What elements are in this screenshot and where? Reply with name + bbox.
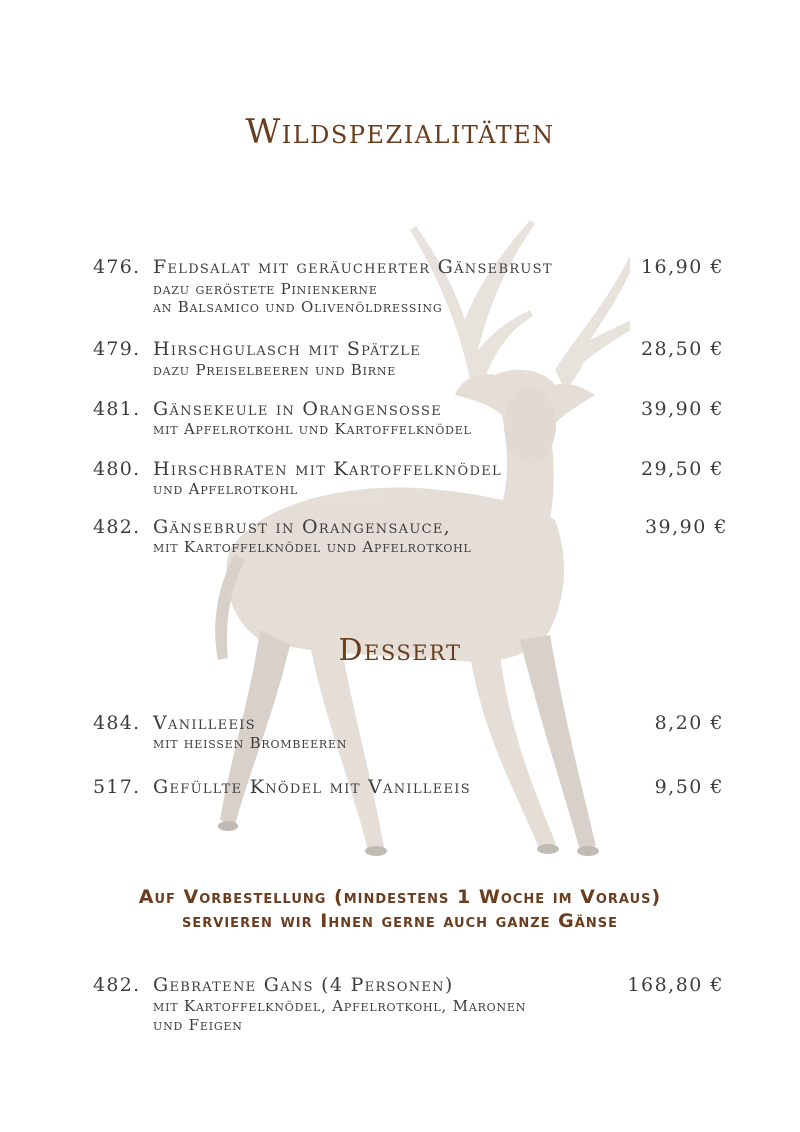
section-title-dessert: Dessert	[338, 633, 462, 668]
section-title-wildspezialitaeten: Wildspezialitäten	[245, 112, 555, 152]
item-number: 482.	[93, 974, 141, 996]
item-name: Hirschgulasch mit Spätzle	[153, 338, 422, 360]
item-name: Gefüllte Knödel mit Vanilleeis	[153, 776, 471, 798]
item-price: 16,90 €	[640, 256, 724, 278]
item-price: 8,20 €	[654, 712, 724, 734]
item-name: Gebratene Gans (4 Personen)	[153, 974, 454, 996]
item-detail: mit Kartoffelknödel und Apfelrotkohl	[153, 538, 472, 556]
item-detail: dazu Preiselbeeren und Birne	[153, 361, 397, 379]
item-price: 28,50 €	[640, 338, 724, 360]
item-name: Gänsekeule in Orangensosse	[153, 398, 443, 420]
preorder-notice-line-2: servieren wir Ihnen gerne auch ganze Gänse	[182, 910, 618, 932]
item-name: Gänsebrust in Orangensauce,	[153, 516, 452, 538]
item-detail: mit Kartoffelknödel, Apfelrotkohl, Maronen	[153, 997, 527, 1015]
item-price: 9,50 €	[654, 776, 724, 798]
item-number: 482.	[93, 516, 141, 538]
item-price: 29,50 €	[640, 458, 724, 480]
item-price: 168,80 €	[627, 974, 724, 996]
item-number: 480.	[93, 458, 141, 480]
item-name: Feldsalat mit geräucherter Gänsebrust	[153, 256, 553, 278]
item-number: 517.	[93, 776, 141, 798]
item-number: 479.	[93, 338, 141, 360]
item-number: 484.	[93, 712, 141, 734]
item-detail: an Balsamico und Olivenöldressing	[153, 298, 443, 316]
item-detail: dazu geröstete Pinienkerne	[153, 280, 378, 298]
item-price: 39,90 €	[644, 516, 728, 538]
item-price: 39,90 €	[640, 398, 724, 420]
item-name: Hirschbraten mit Kartoffelknödel	[153, 458, 502, 480]
item-number: 476.	[93, 256, 141, 278]
item-detail: mit heissen Brombeeren	[153, 734, 348, 752]
item-name: Vanilleeis	[153, 712, 256, 734]
item-detail: und Feigen	[153, 1016, 243, 1034]
preorder-notice-line-1: Auf Vorbestellung (mindestens 1 Woche im Voraus)	[138, 886, 662, 908]
item-detail: und Apfelrotkohl	[153, 480, 298, 498]
item-number: 481.	[93, 398, 141, 420]
item-detail: mit Apfelrotkohl und Kartoffelknödel	[153, 420, 472, 438]
